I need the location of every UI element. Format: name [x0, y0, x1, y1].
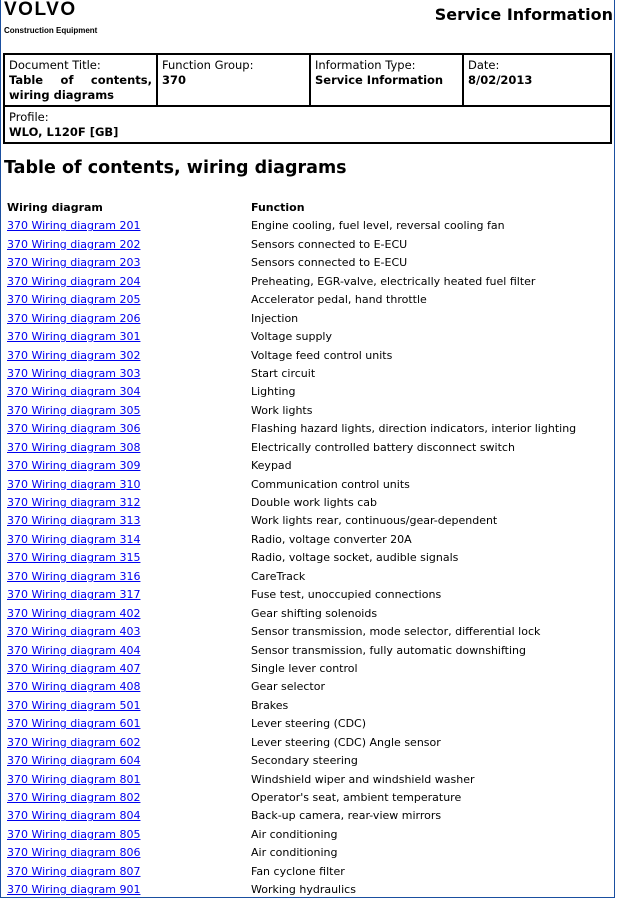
function-cell: Lever steering (CDC): [251, 717, 367, 731]
function-cell: Sensors connected to E-ECU: [251, 256, 408, 270]
wiring-diagram-link[interactable]: 370 Wiring diagram 306: [7, 422, 141, 436]
diagram-cell: [7, 697, 140, 715]
function-cell: Working hydraulics: [251, 883, 356, 897]
diagram-cell: [7, 568, 140, 586]
table-row: [7, 771, 607, 789]
table-row: [7, 512, 607, 530]
diagram-cell: [7, 420, 140, 438]
diagram-cell: [7, 291, 140, 309]
table-row: [7, 807, 607, 825]
wiring-diagram-link[interactable]: 370 Wiring diagram 316: [7, 569, 141, 583]
function-cell: Single lever control: [251, 661, 358, 675]
wiring-diagram-link[interactable]: 370 Wiring diagram 602: [7, 735, 141, 749]
table-row: [7, 623, 607, 641]
function-group-label: Function Group:: [162, 58, 254, 72]
function-cell: Secondary steering: [251, 754, 358, 768]
diagram-cell: [7, 807, 140, 825]
function-cell: Work lights rear, continuous/gear-dependent: [251, 514, 498, 528]
function-cell: Lighting: [251, 385, 296, 399]
profile-cell: [4, 106, 611, 143]
wiring-diagram-link[interactable]: 370 Wiring diagram 305: [7, 403, 141, 417]
wiring-diagram-link[interactable]: 370 Wiring diagram 901: [7, 883, 141, 897]
diagram-cell: [7, 512, 140, 530]
diagram-cell: [7, 457, 140, 475]
wiring-diagram-link[interactable]: 370 Wiring diagram 408: [7, 680, 141, 694]
function-cell: Electrically controlled battery disconnect switch: [251, 440, 515, 454]
table-row: [7, 549, 607, 567]
function-cell: Voltage supply: [251, 330, 332, 344]
table-row: [7, 420, 607, 438]
logo-subtitle: Construction Equipment: [4, 26, 98, 35]
function-group-value: 370: [162, 73, 187, 87]
function-cell: Operator's seat, ambient temperature: [251, 791, 462, 804]
diagram-cell: [7, 605, 140, 623]
table-row: [7, 383, 607, 401]
function-cell: Sensors connected to E-ECU: [251, 237, 408, 251]
wiring-diagram-link[interactable]: 370 Wiring diagram 604: [7, 754, 141, 768]
wiring-diagram-link[interactable]: 370 Wiring diagram 310: [7, 477, 141, 491]
table-row: [7, 678, 607, 696]
wiring-diagram-link[interactable]: 370 Wiring diagram 805: [7, 827, 141, 841]
table-row: [7, 328, 607, 346]
wiring-diagram-link[interactable]: 370 Wiring diagram 313: [7, 514, 141, 528]
diagram-cell: [7, 678, 140, 696]
wiring-diagram-link[interactable]: 370 Wiring diagram 402: [7, 606, 141, 620]
diagram-cell: [7, 789, 140, 807]
table-row: [7, 291, 607, 309]
function-cell: Engine cooling, fuel level, reversal cooling fan: [251, 219, 505, 233]
function-cell: Sensor transmission, fully automatic downshifting: [251, 643, 526, 657]
table-row: [7, 789, 607, 807]
diagram-cell: [7, 642, 140, 660]
table-row: [7, 568, 607, 586]
table-row: [7, 826, 607, 844]
wiring-diagram-link[interactable]: 370 Wiring diagram 206: [7, 311, 141, 325]
wiring-diagram-link[interactable]: 370 Wiring diagram 308: [7, 440, 141, 454]
document-type-heading: Service Information: [434, 5, 613, 24]
table-row: [7, 347, 607, 365]
function-cell: Windshield wiper and windshield washer: [251, 772, 475, 786]
wiring-diagram-link[interactable]: 370 Wiring diagram 403: [7, 625, 141, 639]
function-cell: Fuse test, unoccupied connections: [251, 588, 442, 602]
table-row: [7, 531, 607, 549]
diagram-cell: [7, 236, 140, 254]
information-type-value: Service Information: [315, 73, 444, 87]
wiring-diagram-link[interactable]: 370 Wiring diagram 205: [7, 293, 141, 307]
information-type-cell: [310, 54, 463, 106]
wiring-diagram-link[interactable]: 370 Wiring diagram 804: [7, 809, 141, 823]
function-cell: Radio, voltage converter 20A: [251, 532, 412, 546]
function-cell: Preheating, EGR-valve, electrically heated fuel filter: [251, 274, 536, 288]
wiring-diagram-link[interactable]: 370 Wiring diagram 501: [7, 698, 141, 712]
function-cell: Air conditioning: [251, 846, 338, 860]
function-cell: Gear selector: [251, 680, 325, 694]
function-cell: Injection: [251, 311, 299, 325]
diagram-cell: [7, 439, 140, 457]
diagram-cell: [7, 254, 140, 272]
column-header-function: Function: [251, 201, 305, 214]
date-cell: [463, 54, 611, 106]
function-cell: Back-up camera, rear-view mirrors: [251, 809, 442, 823]
table-row: [7, 402, 607, 420]
diagram-cell: [7, 476, 140, 494]
diagram-cell: [7, 365, 140, 383]
diagram-cell: [7, 273, 140, 291]
wiring-diagram-link[interactable]: 370 Wiring diagram 806: [7, 846, 141, 860]
diagram-cell: [7, 660, 140, 678]
table-row: [7, 586, 607, 604]
wiring-diagram-table: [7, 199, 607, 900]
diagram-cell: [7, 863, 140, 881]
wiring-diagram-link[interactable]: 370 Wiring diagram 317: [7, 588, 141, 602]
wiring-diagram-link[interactable]: 370 Wiring diagram 201: [7, 219, 141, 233]
date-label: Date:: [468, 58, 500, 72]
wiring-diagram-link[interactable]: 370 Wiring diagram 315: [7, 551, 141, 565]
diagram-cell: [7, 402, 140, 420]
diagram-cell: [7, 549, 140, 567]
diagram-cell: [7, 826, 140, 844]
diagram-cell: [7, 881, 140, 899]
document-title-cell: [4, 54, 157, 106]
diagram-cell: [7, 494, 140, 512]
table-row: [7, 273, 607, 291]
diagram-cell: [7, 531, 140, 549]
diagram-cell: [7, 347, 140, 365]
diagram-cell: [7, 734, 140, 752]
diagram-cell: [7, 771, 140, 789]
table-row: [7, 365, 607, 383]
table-row: [7, 642, 607, 660]
wiring-diagram-link[interactable]: 370 Wiring diagram 807: [7, 864, 141, 878]
wiring-diagram-link[interactable]: 370 Wiring diagram 303: [7, 366, 141, 380]
function-cell: Fan cyclone filter: [251, 864, 345, 878]
wiring-diagram-link[interactable]: 370 Wiring diagram 314: [7, 532, 141, 546]
document-title-label: Document Title:: [9, 58, 101, 72]
function-cell: Air conditioning: [251, 827, 338, 841]
table-row: [7, 715, 607, 733]
wiring-diagram-link[interactable]: 370 Wiring diagram 404: [7, 643, 141, 657]
function-cell: Start circuit: [251, 366, 316, 380]
table-row: [7, 697, 607, 715]
table-row: [7, 439, 607, 457]
diagram-cell: [7, 752, 140, 770]
function-cell: Radio, voltage socket, audible signals: [251, 551, 459, 565]
document-title-value: Table of contents, wiring diagrams: [9, 73, 152, 102]
wiring-diagram-link[interactable]: 370 Wiring diagram 301: [7, 330, 141, 344]
table-row: [7, 476, 607, 494]
table-row: [7, 605, 607, 623]
diagram-cell: [7, 383, 140, 401]
function-cell: Lever steering (CDC) Angle sensor: [251, 735, 441, 749]
table-row: [7, 217, 607, 235]
function-group-cell: [157, 54, 310, 106]
function-cell: CareTrack: [251, 569, 306, 583]
diagram-cell: [7, 328, 140, 346]
table-row: [7, 863, 607, 881]
function-cell: Voltage feed control units: [251, 348, 393, 362]
column-header-diagram: Wiring diagram: [7, 201, 103, 214]
function-cell: Double work lights cab: [251, 496, 377, 509]
function-cell: Keypad: [251, 459, 292, 473]
function-cell: Work lights: [251, 403, 313, 417]
wiring-diagram-link[interactable]: 370 Wiring diagram 801: [7, 772, 141, 786]
table-row: [7, 457, 607, 475]
profile-value: WLO, L120F [GB]: [9, 125, 119, 139]
function-cell: Accelerator pedal, hand throttle: [251, 293, 427, 307]
table-row: [7, 310, 607, 328]
diagram-cell: [7, 217, 140, 235]
diagram-cell: [7, 715, 140, 733]
table-row: [7, 494, 607, 512]
information-type-label: Information Type:: [315, 58, 416, 72]
function-cell: Sensor transmission, mode selector, differential lock: [251, 625, 541, 639]
wiring-diagram-link[interactable]: 370 Wiring diagram 204: [7, 274, 141, 288]
wiring-diagram-link[interactable]: 370 Wiring diagram 601: [7, 717, 141, 731]
wiring-diagram-link[interactable]: 370 Wiring diagram 304: [7, 385, 141, 399]
document-info-table: [3, 53, 612, 144]
volvo-logo: VOLVO: [4, 0, 77, 20]
table-row: [7, 660, 607, 678]
table-row: [7, 844, 607, 862]
table-row: [7, 881, 607, 899]
diagram-cell: [7, 844, 140, 862]
diagram-cell: [7, 623, 140, 641]
function-cell: Brakes: [251, 698, 289, 712]
diagram-cell: [7, 310, 140, 328]
table-row: [7, 734, 607, 752]
wiring-diagram-link[interactable]: 370 Wiring diagram 202: [7, 237, 141, 251]
wiring-diagram-link[interactable]: 370 Wiring diagram 312: [7, 496, 141, 509]
function-cell: Flashing hazard lights, direction indicators, interior lighting: [251, 422, 577, 436]
wiring-diagram-link[interactable]: 370 Wiring diagram 802: [7, 791, 141, 804]
table-row: [7, 236, 607, 254]
function-cell: Communication control units: [251, 477, 410, 491]
date-value: 8/02/2013: [468, 73, 533, 87]
wiring-diagram-link[interactable]: 370 Wiring diagram 302: [7, 348, 141, 362]
table-row: [7, 254, 607, 272]
page-title: Table of contents, wiring diagrams: [4, 158, 347, 178]
table-header-row: [7, 199, 607, 217]
wiring-diagram-link[interactable]: 370 Wiring diagram 203: [7, 256, 141, 270]
wiring-diagram-link[interactable]: 370 Wiring diagram 407: [7, 661, 141, 675]
function-cell: Gear shifting solenoids: [251, 606, 378, 620]
profile-label: Profile:: [9, 110, 49, 124]
diagram-cell: [7, 586, 140, 604]
table-row: [7, 752, 607, 770]
wiring-diagram-link[interactable]: 370 Wiring diagram 309: [7, 459, 141, 473]
